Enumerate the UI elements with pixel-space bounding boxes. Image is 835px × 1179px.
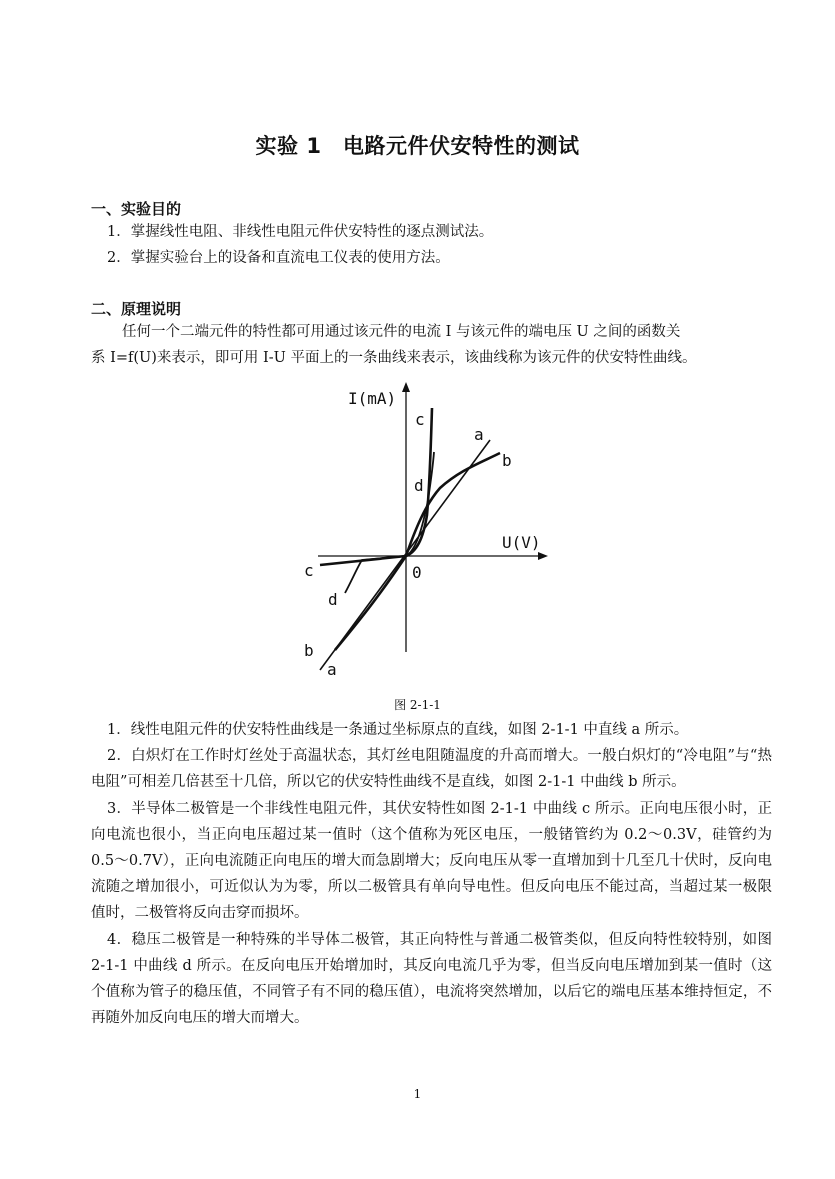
page-number: 1 bbox=[413, 1087, 422, 1101]
section-heading-principle: 二、原理说明 bbox=[91, 300, 182, 318]
x-axis-label: U(V) bbox=[502, 533, 541, 552]
y-axis-arrow bbox=[402, 382, 410, 392]
curve-label-b-upper: b bbox=[502, 451, 512, 470]
curve-label-c-lower: c bbox=[304, 561, 314, 580]
curve-label-a-lower: a bbox=[327, 660, 337, 679]
curve-label-a-upper: a bbox=[474, 425, 484, 444]
paragraph-diode: 3．半导体二极管是一个非线性电阻元件，其伏安特性如图 2-1-1 中曲线 c 所示。正向电压很小时，正向电流也很小，当正向电压超过某一值时（这个值称为死区电压，一般锗管约为 0.2～0.3V，硅管约为 0.5～0.7V），正向电流随正向电压的增大而急剧增大；反向电压从零一直增加到十几至几十伏时，反向电流随之增加很小，可近似认为为零，所以二极管具有单向导电性。但反向电压不能过高，当超过某一极限值时，二极管将反向击穿而损坏。 bbox=[91, 800, 772, 922]
paragraph-linear-resistor: 1．线性电阻元件的伏安特性曲线是一条通过坐标原点的直线，如图 2-1-1 中直线 a 所示。 bbox=[107, 722, 689, 738]
iv-characteristic-figure bbox=[290, 380, 560, 685]
principle-intro-line2: 系 I=f(U)来表示，即可用 I-U 平面上的一条曲线来表示，该曲线称为该元件的伏安特性曲线。 bbox=[91, 350, 697, 366]
paragraph-zener-diode: 4．稳压二极管是一种特殊的半导体二极管，其正向特性与普通二极管类似，但反向特性较特别，如图 2-1-1 中曲线 d 所示。在反向电压开始增加时，其反向电流几乎为零，但当反向电压增加到某一值时（这个值称为管子的稳压值，不同管子有不同的稳压值），电流将突然增加，以后它的端电压基本维持恒定，不再随外加反向电压的增大而增大。 bbox=[91, 931, 772, 1027]
objective-item-2: 2．掌握实验台上的设备和直流电工仪表的使用方法。 bbox=[107, 250, 450, 266]
figure-caption: 图 2-1-1 bbox=[394, 698, 441, 712]
origin-label: 0 bbox=[412, 563, 422, 582]
x-axis-arrow bbox=[538, 552, 548, 560]
y-axis-label: I(mA) bbox=[348, 389, 397, 408]
paragraph-incandescent-lamp: 2．白炽灯在工作时灯丝处于高温状态，其灯丝电阻随温度的升高而增大。一般白炽灯的“冷电阻”与“热电阻”可相差几倍甚至十几倍，所以它的伏安特性曲线不是直线，如图 2-1-1 中曲线 b 所示。 bbox=[91, 748, 772, 791]
curve-label-d-lower: d bbox=[328, 590, 338, 609]
objective-item-1: 1．掌握线性电阻、非线性电阻元件伏安特性的逐点测试法。 bbox=[107, 224, 494, 240]
body-paragraphs bbox=[91, 717, 772, 1031]
curve-label-b-lower: b bbox=[304, 641, 314, 660]
principle-intro-line1: 任何一个二端元件的特性都可用通过该元件的电流 I 与该元件的端电压 U 之间的函数关 bbox=[122, 324, 681, 340]
curve-label-c-upper: c bbox=[415, 410, 425, 429]
section-heading-objectives: 一、实验目的 bbox=[91, 200, 182, 218]
curve-label-d-upper: d bbox=[414, 476, 424, 495]
page-title: 实验 1 电路元件伏安特性的测试 bbox=[255, 134, 580, 158]
